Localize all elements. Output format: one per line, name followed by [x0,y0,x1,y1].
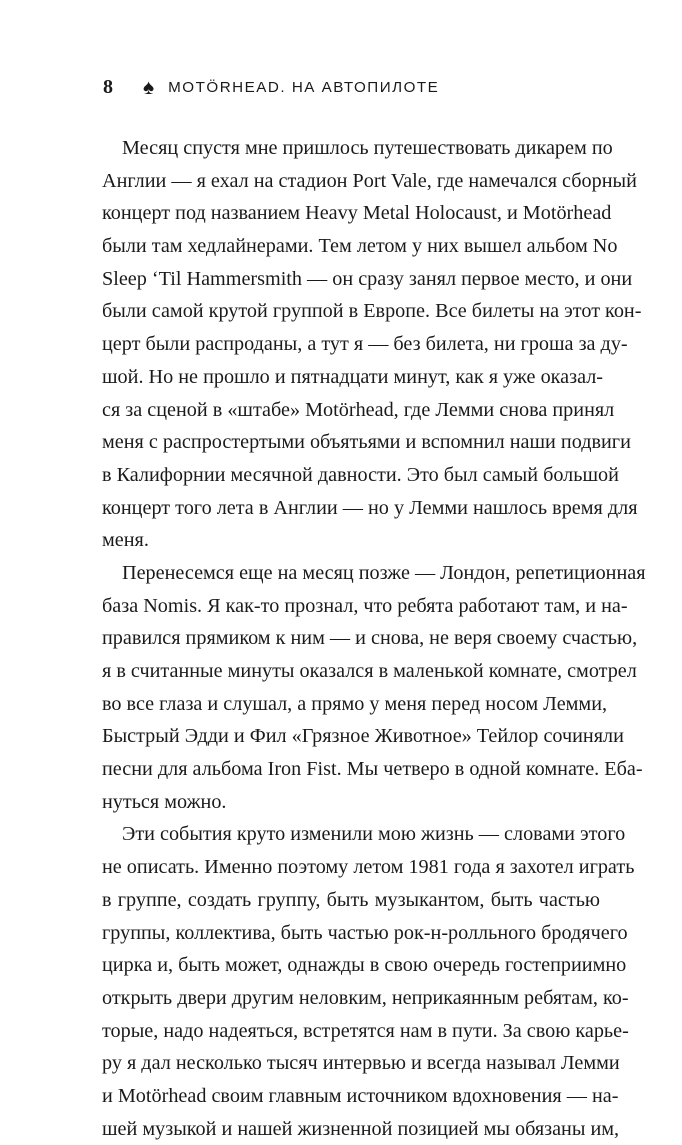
text-line: в Калифорнии месячной давности. Это был самый большой [102,463,619,486]
text-line: Быстрый Эдди и Фил «Грязное Животное» Тейлор сочиняли [102,725,624,748]
text-line: открыть двери другим неловким, неприкаянным ребятам, ко- [102,986,629,1009]
text-line: Sleep ‘Til Hammersmith — он сразу занял первое место, и они [102,267,633,290]
text-line: я в считанные минуты оказался в маленькой комнате, смотрел [102,660,637,682]
text-line: Англии — я ехал на стадион Port Vale, где намечался сборный [102,169,637,192]
text-line: во все глаза и слушал, а прямо у меня перед носом Лемми, [102,692,608,715]
running-head [103,72,439,102]
text-line: Перенесемся еще на месяц позже — Лондон, репетиционная [122,561,646,584]
text-line: шой. Но не прошло и пятнадцати минут, как я уже оказал- [102,365,604,388]
text-line: были там хедлайнерами. Тем летом у них вышел альбом No [102,235,618,258]
text-line: правился прямиком к ним — и снова, не веря своему счастью, [102,627,638,650]
text-line: меня с распростертыми объятьями и вспомнил наши подвиги [102,431,631,454]
spade-icon: ♠ [143,74,155,99]
text-line: концерт под названием Heavy Metal Holocaust, и Motörhead [102,202,612,225]
text-line: песни для альбома Iron Fist. Мы четверо в одной комнате. Еба- [102,758,643,781]
text-line: нуться можно. [102,790,227,813]
text-line: ся за сценой в «штабе» Motörhead, где Лемми снова принял [102,398,615,421]
text-line: не описать. Именно поэтому летом 1981 года я захотел играть [102,856,635,879]
text-line: Месяц спустя мне пришлось путешествовать дикарем по [122,137,613,159]
text-line: Эти события круто изменили мою жизнь — словами этого [122,823,626,846]
text-line: торые, надо надеяться, встретятся нам в пути. За свою карье- [102,1019,629,1042]
book-title: MOTÖRHEAD. НА АВТОПИЛОТЕ [168,78,440,96]
paragraph-2 [102,557,646,819]
text-line: база Nomis. Я как-то прознал, что ребята работают там, и на- [102,594,628,617]
text-line: цирка и, быть может, однажды в свою очередь гостеприимно [102,954,627,977]
text-line: церт были распроданы, а тут я — без билета, ни гроша за ду- [102,333,628,356]
body-text [102,132,646,1145]
text-line: группы, коллектива, быть частью рок-н-ролльного бродячего [102,921,628,944]
text-line: были самой крутой группой в Европе. Все билеты на этот кон- [102,300,642,323]
paragraph-3 [102,818,635,1145]
text-line: шей музыкой и нашей жизненной позицией мы обязаны им, [102,1117,620,1140]
text-line: ру я дал несколько тысяч интервью и всегда называл Лемми [102,1052,620,1075]
text-line: концерт того лета в Англии — но у Лемми нашлось время для [102,496,638,519]
text-line: и Motörhead своим главным источником вдохновения — на- [102,1084,619,1107]
text-line: меня. [102,529,149,552]
page-number: 8 [103,75,113,98]
text-line: в группе, создать группу, быть музыкантом, быть частью [102,888,600,911]
paragraph-1 [102,132,642,557]
